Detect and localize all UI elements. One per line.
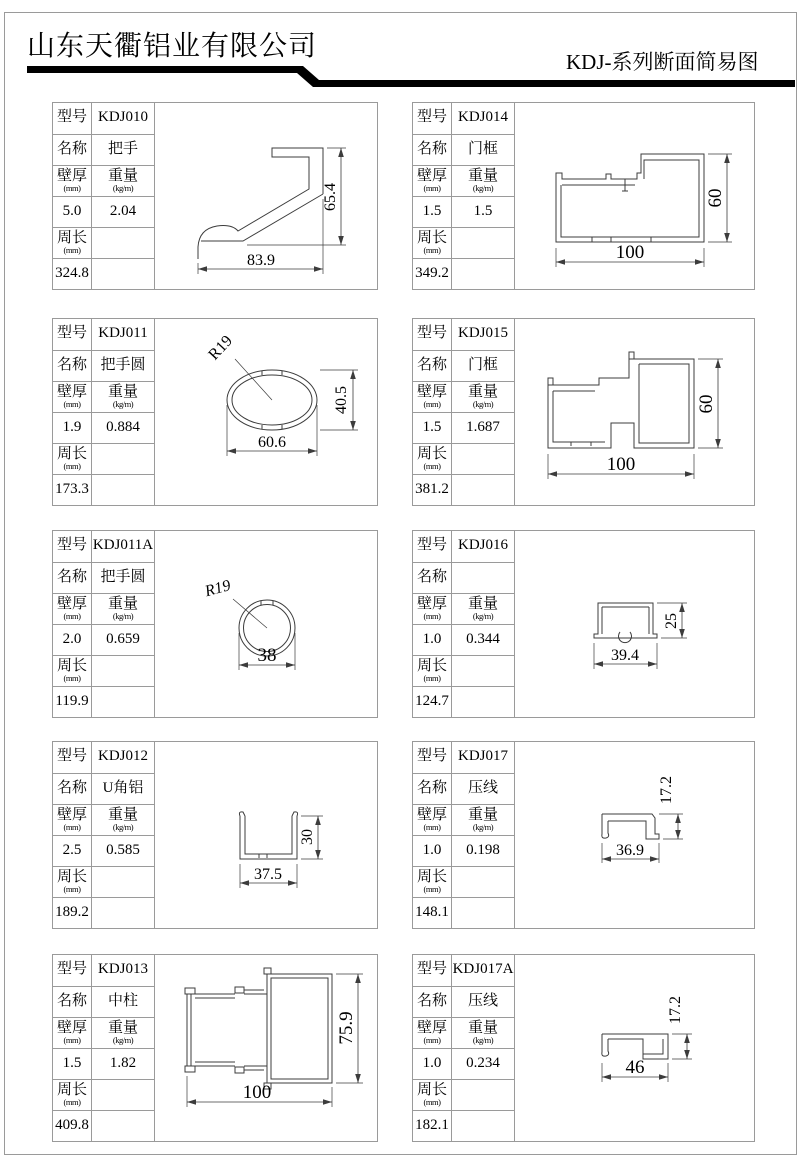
profile-sketch-round-handle <box>155 531 378 717</box>
spec-label-name: 名称 <box>53 986 92 1017</box>
spec-label-weight: 重量 (kg/m) <box>452 1017 515 1048</box>
dim-width-label: 83.9 <box>247 252 275 269</box>
spec-label-perimeter: 周长 (mm) <box>413 1079 452 1110</box>
profile-drawing-kdj016 <box>515 531 755 717</box>
spec-label-thickness: 壁厚 (mm) <box>413 593 452 624</box>
spec-row <box>53 412 155 443</box>
spec-label-model: 型号 <box>413 955 452 986</box>
spec-row <box>413 443 515 474</box>
spec-row <box>53 227 155 258</box>
spec-cell-empty <box>452 866 515 897</box>
spec-row <box>53 866 155 897</box>
profile-card-kdj016 <box>412 530 755 718</box>
spec-label-name: 名称 <box>53 773 92 804</box>
spec-row <box>53 1048 155 1079</box>
spec-value-weight: 0.234 <box>452 1048 515 1079</box>
spec-row <box>413 134 515 165</box>
spec-value-model: KDJ010 <box>92 103 155 134</box>
spec-label-weight: 重量 (kg/m) <box>92 381 155 412</box>
spec-value-name: 中柱 <box>92 986 155 1017</box>
spec-cell-empty <box>92 655 155 686</box>
dim-height-label: 17.2 <box>667 996 684 1024</box>
spec-label-model: 型号 <box>53 531 92 562</box>
spec-table <box>53 742 155 928</box>
dim-width-label: 39.4 <box>611 647 639 664</box>
spec-row <box>53 165 155 196</box>
spec-value-thickness: 1.0 <box>413 624 452 655</box>
spec-cell-empty <box>452 1110 515 1141</box>
spec-row <box>53 835 155 866</box>
profile-card-kdj014 <box>412 102 755 290</box>
spec-cell-empty <box>452 655 515 686</box>
spec-row <box>413 773 515 804</box>
profile-sketch-door-frame <box>515 103 755 289</box>
radius-label: R19 <box>203 577 233 601</box>
spec-row <box>413 1079 515 1110</box>
spec-row <box>413 196 515 227</box>
spec-value-name: 压线 <box>452 773 515 804</box>
spec-label-model: 型号 <box>53 742 92 773</box>
spec-label-thickness: 壁厚 (mm) <box>413 1017 452 1048</box>
spec-table <box>53 319 155 505</box>
spec-label-weight: 重量 (kg/m) <box>452 381 515 412</box>
spec-value-model: KDJ014 <box>452 103 515 134</box>
profile-drawing-kdj017 <box>515 742 755 928</box>
profile-drawing-kdj011 <box>155 319 378 505</box>
spec-label-thickness: 壁厚 (mm) <box>53 804 92 835</box>
spec-label-weight: 重量 (kg/m) <box>452 593 515 624</box>
spec-row <box>413 986 515 1017</box>
profile-card-kdj011 <box>52 318 378 506</box>
spec-row <box>53 134 155 165</box>
spec-table <box>53 103 155 289</box>
spec-label-weight: 重量 (kg/m) <box>452 165 515 196</box>
spec-row <box>53 742 155 773</box>
spec-value-weight: 1.82 <box>92 1048 155 1079</box>
spec-cell-empty <box>452 686 515 717</box>
dim-width-label: 46 <box>625 1057 645 1078</box>
spec-value-perimeter: 381.2 <box>413 474 452 505</box>
spec-row <box>53 381 155 412</box>
spec-row <box>53 897 155 928</box>
profile-card-kdj013 <box>52 954 378 1142</box>
header-divider-rule <box>27 64 795 88</box>
dim-width-label: 100 <box>242 1082 272 1103</box>
spec-value-model: KDJ012 <box>92 742 155 773</box>
spec-cell-empty <box>92 227 155 258</box>
spec-table <box>53 531 155 717</box>
spec-table <box>413 955 515 1141</box>
spec-value-perimeter: 349.2 <box>413 258 452 289</box>
spec-row <box>53 1017 155 1048</box>
spec-value-model: KDJ013 <box>92 955 155 986</box>
radius-label: R19 <box>205 332 237 364</box>
spec-label-weight: 重量 (kg/m) <box>92 804 155 835</box>
spec-value-perimeter: 324.8 <box>53 258 92 289</box>
spec-value-perimeter: 173.3 <box>53 474 92 505</box>
spec-row <box>53 531 155 562</box>
dim-width-label: 100 <box>606 454 636 475</box>
spec-label-weight: 重量 (kg/m) <box>92 1017 155 1048</box>
spec-row <box>413 897 515 928</box>
spec-cell-empty <box>92 1110 155 1141</box>
spec-label-name: 名称 <box>413 986 452 1017</box>
spec-cell-empty <box>452 443 515 474</box>
spec-value-thickness: 1.5 <box>413 196 452 227</box>
spec-label-perimeter: 周长 (mm) <box>53 866 92 897</box>
spec-row <box>53 1110 155 1141</box>
profile-card-kdj012 <box>52 741 378 929</box>
spec-value-name: 把手圆 <box>92 350 155 381</box>
spec-row <box>413 103 515 134</box>
profile-drawing-kdj014 <box>515 103 755 289</box>
spec-label-name: 名称 <box>53 134 92 165</box>
spec-label-thickness: 壁厚 (mm) <box>53 165 92 196</box>
profile-card-kdj017a <box>412 954 755 1142</box>
dim-height-label: 25 <box>663 613 680 629</box>
spec-table <box>413 742 515 928</box>
spec-cell-empty <box>92 258 155 289</box>
spec-row <box>413 835 515 866</box>
spec-label-name: 名称 <box>413 134 452 165</box>
spec-label-weight: 重量 (kg/m) <box>92 593 155 624</box>
spec-row <box>413 742 515 773</box>
spec-cell-empty <box>452 474 515 505</box>
spec-row <box>413 624 515 655</box>
spec-value-weight: 0.659 <box>92 624 155 655</box>
spec-table <box>53 955 155 1141</box>
dim-height-label: 60 <box>696 394 717 414</box>
spec-label-thickness: 壁厚 (mm) <box>413 804 452 835</box>
spec-label-perimeter: 周长 (mm) <box>413 655 452 686</box>
spec-row <box>53 350 155 381</box>
spec-row <box>413 1017 515 1048</box>
spec-value-thickness: 5.0 <box>53 196 92 227</box>
spec-value-thickness: 2.0 <box>53 624 92 655</box>
spec-label-thickness: 壁厚 (mm) <box>53 593 92 624</box>
spec-row <box>413 227 515 258</box>
profile-drawing-kdj012 <box>155 742 378 928</box>
spec-value-weight: 0.344 <box>452 624 515 655</box>
profile-drawing-kdj013 <box>155 955 378 1141</box>
spec-row <box>413 531 515 562</box>
spec-cell-empty <box>92 897 155 928</box>
spec-value-weight: 1.687 <box>452 412 515 443</box>
spec-row <box>413 804 515 835</box>
spec-value-thickness: 2.5 <box>53 835 92 866</box>
spec-row <box>53 804 155 835</box>
dim-height-label: 65.4 <box>322 183 339 211</box>
profile-card-kdj010 <box>52 102 378 290</box>
spec-label-perimeter: 周长 (mm) <box>53 443 92 474</box>
spec-label-model: 型号 <box>413 742 452 773</box>
spec-label-perimeter: 周长 (mm) <box>53 1079 92 1110</box>
profile-sketch-channel <box>515 531 755 717</box>
spec-value-name: 把手圆 <box>92 562 155 593</box>
spec-row <box>413 474 515 505</box>
spec-cell-empty <box>452 1079 515 1110</box>
spec-label-name: 名称 <box>413 562 452 593</box>
spec-row <box>53 103 155 134</box>
spec-value-name: 压线 <box>452 986 515 1017</box>
spec-row <box>53 196 155 227</box>
dim-width-label: 36.9 <box>616 842 644 859</box>
spec-value-name: U角铝 <box>92 773 155 804</box>
spec-value-perimeter: 119.9 <box>53 686 92 717</box>
spec-label-model: 型号 <box>413 531 452 562</box>
spec-row <box>53 624 155 655</box>
dim-height-label: 30 <box>299 829 316 845</box>
spec-label-model: 型号 <box>413 103 452 134</box>
spec-row <box>53 1079 155 1110</box>
spec-value-name: 把手 <box>92 134 155 165</box>
spec-row <box>413 258 515 289</box>
spec-label-perimeter: 周长 (mm) <box>413 866 452 897</box>
dim-height-label: 17.2 <box>658 776 675 804</box>
profile-sketch-glazing-bead <box>515 955 755 1141</box>
spec-cell-empty <box>452 227 515 258</box>
spec-value-name: 门框 <box>452 134 515 165</box>
spec-row <box>413 412 515 443</box>
spec-row <box>53 686 155 717</box>
dim-width-label: 37.5 <box>254 866 282 883</box>
series-subtitle: KDJ-系列断面简易图 <box>566 50 759 74</box>
spec-label-model: 型号 <box>53 103 92 134</box>
spec-value-perimeter: 189.2 <box>53 897 92 928</box>
spec-cell-empty <box>92 443 155 474</box>
profile-card-kdj015 <box>412 318 755 506</box>
spec-value-model: KDJ017A <box>452 955 515 986</box>
spec-value-model: KDJ011 <box>92 319 155 350</box>
profile-drawing-kdj010 <box>155 103 378 289</box>
spec-row <box>413 1110 515 1141</box>
profile-sketch-oval-handle <box>155 319 378 505</box>
profile-card-kdj011a <box>52 530 378 718</box>
spec-table <box>413 531 515 717</box>
spec-label-weight: 重量 (kg/m) <box>452 804 515 835</box>
dim-width-label: 100 <box>615 242 645 263</box>
spec-label-perimeter: 周长 (mm) <box>53 227 92 258</box>
spec-value-model: KDJ011A <box>92 531 155 562</box>
spec-cell-empty <box>452 897 515 928</box>
spec-cell-empty <box>92 866 155 897</box>
spec-row <box>53 319 155 350</box>
dim-height-label: 60 <box>705 188 726 208</box>
spec-label-name: 名称 <box>413 350 452 381</box>
dim-height-label: 40.5 <box>333 386 350 414</box>
spec-row <box>413 955 515 986</box>
spec-value-perimeter: 182.1 <box>413 1110 452 1141</box>
spec-row <box>53 258 155 289</box>
profile-drawing-kdj015 <box>515 319 755 505</box>
spec-label-perimeter: 周长 (mm) <box>413 443 452 474</box>
spec-row <box>413 1048 515 1079</box>
spec-label-model: 型号 <box>53 955 92 986</box>
spec-label-thickness: 壁厚 (mm) <box>413 381 452 412</box>
spec-label-model: 型号 <box>53 319 92 350</box>
spec-cell-empty <box>92 1079 155 1110</box>
spec-value-weight: 2.04 <box>92 196 155 227</box>
spec-label-perimeter: 周长 (mm) <box>413 227 452 258</box>
spec-value-weight: 0.884 <box>92 412 155 443</box>
profile-sketch-mullion <box>155 955 378 1141</box>
spec-cell-empty <box>92 474 155 505</box>
spec-value-thickness: 1.5 <box>413 412 452 443</box>
spec-label-thickness: 壁厚 (mm) <box>413 165 452 196</box>
spec-row <box>53 443 155 474</box>
profile-drawing-kdj011a <box>155 531 378 717</box>
profile-sketch-u-channel <box>155 742 378 928</box>
dim-height-label: 75.9 <box>336 1011 357 1045</box>
spec-label-name: 名称 <box>413 773 452 804</box>
spec-table <box>413 319 515 505</box>
spec-label-thickness: 壁厚 (mm) <box>53 1017 92 1048</box>
spec-row <box>53 474 155 505</box>
spec-row <box>413 165 515 196</box>
spec-label-thickness: 壁厚 (mm) <box>53 381 92 412</box>
spec-value-thickness: 1.9 <box>53 412 92 443</box>
spec-value-thickness: 1.5 <box>53 1048 92 1079</box>
spec-label-name: 名称 <box>53 562 92 593</box>
spec-row <box>413 593 515 624</box>
spec-label-perimeter: 周长 (mm) <box>53 655 92 686</box>
spec-value-thickness: 1.0 <box>413 835 452 866</box>
spec-label-weight: 重量 (kg/m) <box>92 165 155 196</box>
spec-label-model: 型号 <box>413 319 452 350</box>
spec-table <box>413 103 515 289</box>
spec-value-model: KDJ017 <box>452 742 515 773</box>
spec-value-weight: 0.198 <box>452 835 515 866</box>
profile-sketch-door-frame <box>515 319 755 505</box>
dim-width-label: 38 <box>257 645 277 666</box>
spec-value-name <box>452 562 515 593</box>
spec-value-weight: 0.585 <box>92 835 155 866</box>
spec-row <box>53 562 155 593</box>
spec-value-weight: 1.5 <box>452 196 515 227</box>
spec-row <box>53 955 155 986</box>
spec-cell-empty <box>92 686 155 717</box>
spec-value-model: KDJ015 <box>452 319 515 350</box>
spec-row <box>413 319 515 350</box>
profile-sketch-glazing-bead <box>515 742 755 928</box>
spec-row <box>413 686 515 717</box>
spec-label-name: 名称 <box>53 350 92 381</box>
spec-value-perimeter: 409.8 <box>53 1110 92 1141</box>
spec-row <box>413 381 515 412</box>
spec-row <box>413 866 515 897</box>
spec-value-perimeter: 148.1 <box>413 897 452 928</box>
spec-cell-empty <box>452 258 515 289</box>
spec-value-thickness: 1.0 <box>413 1048 452 1079</box>
dim-width-label: 60.6 <box>258 434 286 451</box>
profile-drawing-kdj017a <box>515 955 755 1141</box>
spec-value-perimeter: 124.7 <box>413 686 452 717</box>
profile-sketch-handle <box>155 103 378 289</box>
spec-row <box>53 593 155 624</box>
spec-row <box>413 350 515 381</box>
spec-row <box>53 986 155 1017</box>
spec-value-model: KDJ016 <box>452 531 515 562</box>
spec-value-name: 门框 <box>452 350 515 381</box>
spec-row <box>53 773 155 804</box>
spec-row <box>413 562 515 593</box>
spec-row <box>53 655 155 686</box>
spec-row <box>413 655 515 686</box>
profile-card-kdj017 <box>412 741 755 929</box>
company-title: 山东天衢铝业有限公司 <box>27 31 318 62</box>
